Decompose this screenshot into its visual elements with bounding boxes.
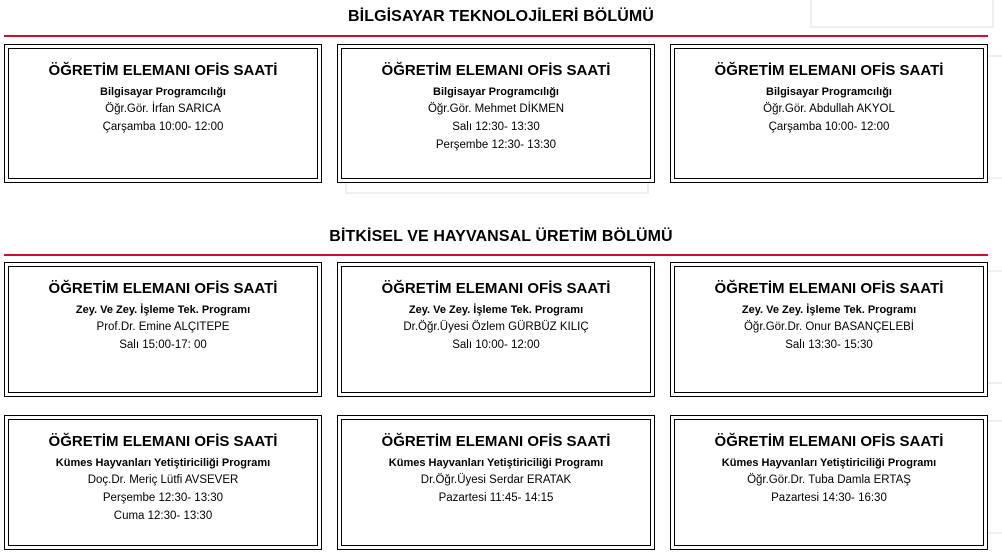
instructor-name: Dr.Öğr.Üyesi Özlem GÜRBÜZ KILIÇ: [403, 321, 589, 333]
program-name: Bilgisayar Programcılığı: [766, 86, 892, 98]
card-title: ÖĞRETİM ELEMANI OFİS SAATİ: [714, 280, 944, 297]
office-hours-card: [4, 44, 322, 183]
office-hour: Pazartesi 11:45- 14:15: [438, 492, 554, 504]
office-hours-card: [337, 44, 655, 183]
instructor-name: Öğr.Gör. Mehmet DİKMEN: [427, 103, 565, 115]
program-name: Zey. Ve Zey. İşleme Tek. Programı: [75, 304, 251, 316]
instructor-name: Öğr.Gör. Abdullah AKYOL: [763, 103, 895, 115]
office-hours-card: [4, 262, 322, 397]
office-hours-card: [670, 262, 988, 397]
office-hours-card: [670, 44, 988, 183]
instructor-name: Dr.Öğr.Üyesi Serdar ERATAK: [420, 474, 572, 486]
program-name: Bilgisayar Programcılığı: [433, 86, 559, 98]
office-hour: Salı 12:30- 13:30: [452, 121, 540, 133]
instructor-name: Öğr.Gör.Dr. Tuba Damla ERTAŞ: [747, 474, 911, 486]
program-name: Kümes Hayvanları Yetiştiriciliği Programı: [721, 457, 937, 469]
card-title: ÖĞRETİM ELEMANI OFİS SAATİ: [714, 433, 944, 450]
office-hour: Perşembe 12:30- 13:30: [102, 492, 224, 504]
office-hour: Çarşamba 10:00- 12:00: [768, 121, 890, 133]
section-title: BİLGİSAYAR TEKNOLOJİLERİ BÖLÜMÜ: [348, 8, 654, 25]
program-name: Bilgisayar Programcılığı: [100, 86, 226, 98]
office-hour: Salı 13:30- 15:30: [785, 339, 873, 351]
program-name: Zey. Ve Zey. İşleme Tek. Programı: [741, 304, 917, 316]
instructor-name: Prof.Dr. Emine ALÇITEPE: [96, 321, 230, 333]
card-title: ÖĞRETİM ELEMANI OFİS SAATİ: [381, 62, 611, 79]
section-title: BİTKİSEL VE HAYVANSAL ÜRETİM BÖLÜMÜ: [329, 228, 673, 245]
instructor-name: Doç.Dr. Meriç Lütfi AVSEVER: [87, 474, 239, 486]
section-divider: [4, 35, 988, 37]
office-hours-card: [337, 262, 655, 397]
card-title: ÖĞRETİM ELEMANI OFİS SAATİ: [48, 62, 278, 79]
instructor-name: Öğr.Gör. İrfan SARICA: [105, 103, 221, 115]
card-title: ÖĞRETİM ELEMANI OFİS SAATİ: [714, 62, 944, 79]
card-title: ÖĞRETİM ELEMANI OFİS SAATİ: [48, 280, 278, 297]
card-title: ÖĞRETİM ELEMANI OFİS SAATİ: [381, 280, 611, 297]
office-hour: Perşembe 12:30- 13:30: [435, 139, 557, 151]
program-name: Kümes Hayvanları Yetiştiriciliği Programı: [55, 457, 271, 469]
section-divider: [4, 254, 988, 256]
office-hour: Salı 10:00- 12:00: [452, 339, 540, 351]
program-name: Kümes Hayvanları Yetiştiriciliği Programı: [388, 457, 604, 469]
office-hour: Salı 15:00-17: 00: [119, 339, 207, 351]
office-hour: Çarşamba 10:00- 12:00: [102, 121, 224, 133]
instructor-name: Öğr.Gör.Dr. Onur BASANÇELEBİ: [743, 321, 914, 333]
program-name: Zey. Ve Zey. İşleme Tek. Programı: [408, 304, 584, 316]
office-hours-card: [337, 415, 655, 550]
office-hours-card: [670, 415, 988, 550]
office-hour: Cuma 12:30- 13:30: [113, 510, 213, 522]
card-title: ÖĞRETİM ELEMANI OFİS SAATİ: [381, 433, 611, 450]
card-title: ÖĞRETİM ELEMANI OFİS SAATİ: [48, 433, 278, 450]
office-hour: Pazartesi 14:30- 16:30: [771, 492, 887, 504]
office-hours-card: [4, 415, 322, 550]
